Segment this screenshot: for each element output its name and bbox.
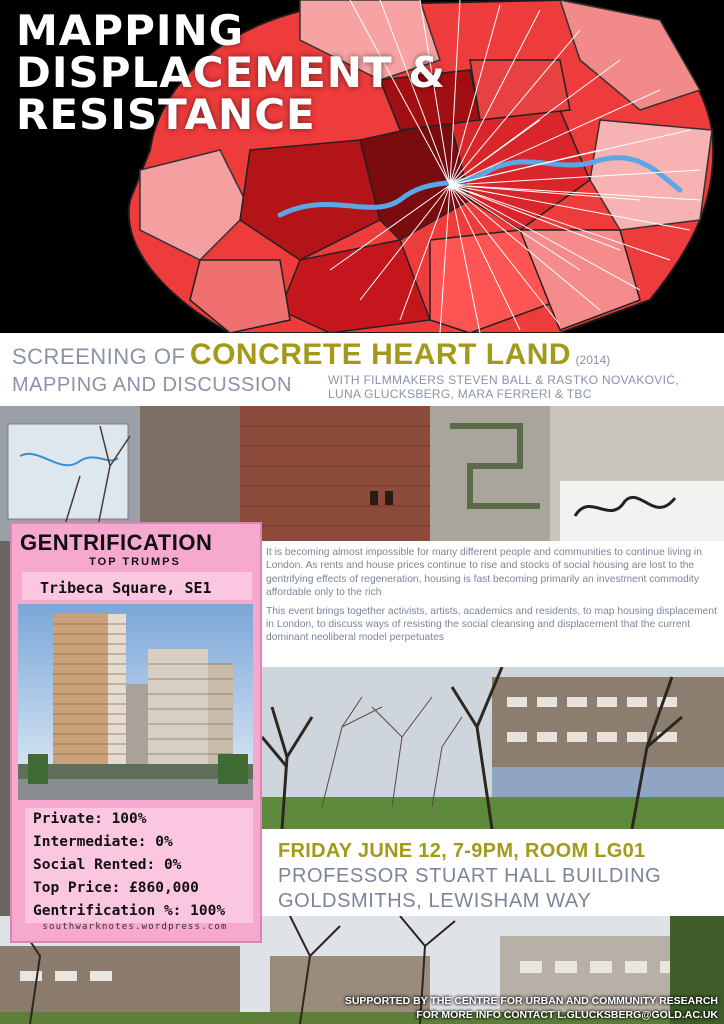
card-title: GENTRIFICATION <box>20 530 213 555</box>
event-venue-building: PROFESSOR STUART HALL BUILDING <box>278 865 662 887</box>
description-panel <box>262 541 724 667</box>
event-venue-address: GOLDSMITHS, LEWISHAM WAY <box>278 890 592 912</box>
stat-top-price: Top Price: £860,000 <box>33 880 199 896</box>
estate-photo-top <box>0 406 724 541</box>
estate-photo-middle <box>262 667 724 829</box>
screening-prefix: SCREENING OF <box>12 344 186 369</box>
title-line-1: MAPPING <box>16 6 245 55</box>
card-subtitle: TOP TRUMPS <box>89 556 181 568</box>
footer-contact: FOR MORE INFO CONTACT L.GLUCKSBERG@GOLD.AC.UK <box>416 1009 718 1021</box>
speakers-line-1: WITH FILMMAKERS STEVEN BALL & RASTKO NOVAKOVIĆ, <box>328 373 679 387</box>
title-line-3: RESISTANCE <box>16 90 316 139</box>
speakers-line-2: LUNA GLUCKSBERG, MARA FERRERI & TBC <box>328 387 592 401</box>
stat-intermediate: Intermediate: 0% <box>33 834 173 850</box>
stat-gentrification: Gentrification %: 100% <box>33 903 226 919</box>
main-title <box>16 6 446 139</box>
screening-subtitle-line <box>12 374 292 397</box>
estate-photo-left-edge <box>0 541 10 916</box>
speakers <box>328 373 724 401</box>
card-location: Tribeca Square, SE1 <box>40 579 212 597</box>
screening-subtitle: MAPPING AND DISCUSSION <box>12 374 292 396</box>
film-title: CONCRETE HEART LAND <box>189 338 572 371</box>
title-line-2: DISPLACEMENT & <box>16 48 446 97</box>
tower-render-image <box>18 604 253 800</box>
stat-private: Private: 100% <box>33 811 147 827</box>
map-banner <box>0 0 724 333</box>
description-paragraph-1: It is becoming almost impossible for many different people and communities to continue living in London. As rents and house prices continue to rise and stocks of social housing are lost to the gentrifying effects of regeneration, housing is fast becoming primarily an investment commodity affordable only to the rich <box>266 547 702 599</box>
card-url: southwarknotes.wordpress.com <box>42 922 228 932</box>
description-paragraph-2: This event brings together activists, artists, academics and residents, to map housing displacement in London, to discuss ways of resisting the social cleansing and displacement that the current dominant neoliberal model perpetuates <box>266 605 717 644</box>
event-date-time-room: FRIDAY JUNE 12, 7-9PM, ROOM LG01 <box>278 840 646 862</box>
film-year: (2014) <box>575 353 611 367</box>
stat-social-rented: Social Rented: 0% <box>33 857 182 873</box>
footer-supported-by: SUPPORTED BY THE CENTRE FOR URBAN AND COMMUNITY RESEARCH <box>344 995 718 1007</box>
screening-heading <box>12 338 610 372</box>
